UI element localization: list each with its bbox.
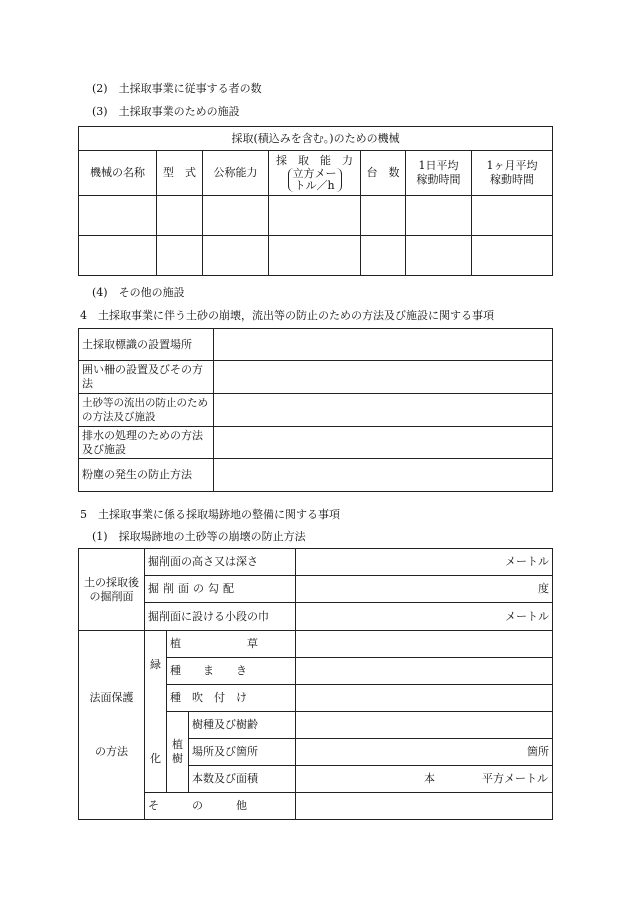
header-monthly-hours: [472, 151, 553, 196]
slope-angle-cell[interactable]: [296, 576, 553, 603]
header-mining-capacity: [269, 151, 361, 196]
cell-monthly[interactable]: [472, 236, 553, 276]
header-model: 型 式: [157, 151, 203, 196]
cell-capacity[interactable]: [203, 196, 269, 236]
daily-hours-line1: 1日平均: [418, 159, 459, 172]
protection-line1: 法面保護: [89, 691, 134, 704]
cell-dust[interactable]: [214, 459, 553, 492]
cell-sign-location[interactable]: [214, 329, 553, 361]
tree-species-cell[interactable]: [296, 712, 553, 739]
count-area-cell[interactable]: [296, 766, 553, 793]
slope-angle-label: 掘削面の勾配: [145, 576, 296, 603]
protection-line2: の方法: [95, 745, 128, 758]
planting-label: [167, 712, 189, 793]
unit-meter: メートル: [505, 609, 549, 623]
greening-line1: 緑: [150, 657, 161, 671]
unit-trees: 本: [424, 772, 435, 785]
monthly-hours-line2: 稼動時間: [490, 173, 535, 186]
table-row: [79, 361, 553, 394]
small-step-label: 掘削面に設ける小段の巾: [145, 603, 296, 631]
mining-capacity-unit: [288, 168, 342, 192]
item-3-label: (3) 土採取事業のための施設: [92, 105, 240, 118]
grass-label: 植 草: [167, 631, 296, 658]
cell-mining[interactable]: [269, 236, 361, 276]
row-label-fence: 囲い柵の設置及びその方法: [79, 361, 214, 394]
protection-method-label: [79, 631, 145, 820]
others-cell[interactable]: [296, 793, 553, 820]
header-count: 台 数: [361, 151, 406, 196]
row-label-outflow: 土砂等の流出の防止のための方法及び施設: [79, 394, 214, 427]
cell-capacity[interactable]: [203, 236, 269, 276]
unit-degree: 度: [538, 582, 549, 595]
table-row: [79, 427, 553, 459]
greening-line2: 化: [150, 751, 161, 765]
unit-square-meters: 平方メートル: [482, 772, 548, 785]
cell-daily[interactable]: [406, 236, 472, 276]
cell-model[interactable]: [157, 236, 203, 276]
row-label-sign-location: 土採取標識の設置場所: [79, 329, 214, 361]
unit-meter: メートル: [505, 555, 549, 568]
item-2-label: (2) 土採取事業に従事する者の数: [92, 82, 262, 95]
cell-daily[interactable]: [406, 196, 472, 236]
cell-count[interactable]: [361, 196, 406, 236]
daily-hours-line2: 稼動時間: [416, 173, 461, 186]
header-daily-hours: [406, 151, 472, 196]
prevention-table: [78, 328, 553, 492]
spraying-label: 種 吹 付 け: [167, 685, 296, 712]
cell-fence[interactable]: [214, 361, 553, 394]
cell-outflow[interactable]: [214, 394, 553, 427]
mining-capacity-line1: 採 取 能 力: [276, 153, 353, 167]
table-row: [79, 236, 553, 276]
slope-group-label: 土の採取後の掘削面: [79, 549, 145, 631]
place-cell[interactable]: [296, 739, 553, 766]
table-row: [79, 459, 553, 492]
monthly-hours-line1: 1ヶ月平均: [486, 159, 538, 172]
mining-capacity-line2: 立方メー: [292, 166, 337, 180]
section-5-heading: 5 土採取事業に係る採取場跡地の整備に関する事項: [80, 508, 340, 521]
cell-mining[interactable]: [269, 196, 361, 236]
landslide-table: [78, 548, 553, 820]
section-4-heading: 4 土採取事業に伴う土砂の崩壊，流出等の防止のための方法及び施設に関する事項: [80, 309, 494, 322]
small-step-cell[interactable]: [296, 603, 553, 631]
seeding-label: 種 ま き: [167, 658, 296, 685]
header-machine-name: 機械の名称: [79, 151, 157, 196]
header-nominal-capacity: 公称能力: [203, 151, 269, 196]
cell-count[interactable]: [361, 236, 406, 276]
planting-line1: 植: [172, 738, 183, 751]
greening-label: [145, 631, 167, 793]
grass-cell[interactable]: [296, 631, 553, 658]
cell-model[interactable]: [157, 196, 203, 236]
table-row: [79, 394, 553, 427]
unit-places: 箇所: [527, 745, 549, 758]
item-4-label: (4) その他の施設: [92, 286, 185, 299]
row-label-dust: 粉塵の発生の防止方法: [79, 459, 214, 492]
mining-capacity-line3: トル／h: [294, 178, 335, 192]
row-label-drainage: 排水の処理のための方法及び施設: [79, 427, 214, 459]
spraying-cell[interactable]: [296, 685, 553, 712]
place-label: 場所及び箇所: [189, 739, 296, 766]
cell-drainage[interactable]: [214, 427, 553, 459]
count-area-label: 本数及び面積: [189, 766, 296, 793]
seeding-cell[interactable]: [296, 658, 553, 685]
section-5-1-heading: (1) 採取場跡地の土砂等の崩壊の防止方法: [92, 530, 306, 543]
slope-height-cell[interactable]: [296, 549, 553, 576]
cell-name[interactable]: [79, 236, 157, 276]
table-row: [79, 329, 553, 361]
others-label: そ の 他: [145, 793, 296, 820]
tree-species-label: 樹種及び樹齢: [189, 712, 296, 739]
slope-height-label: 掘削面の高さ又は深さ: [145, 549, 296, 576]
cell-name[interactable]: [79, 196, 157, 236]
planting-line2: 樹: [172, 752, 183, 765]
machine-table-title: 採取(積込みを含む。)のための機械: [79, 127, 553, 151]
machine-table: [78, 126, 553, 276]
cell-monthly[interactable]: [472, 196, 553, 236]
table-row: [79, 196, 553, 236]
